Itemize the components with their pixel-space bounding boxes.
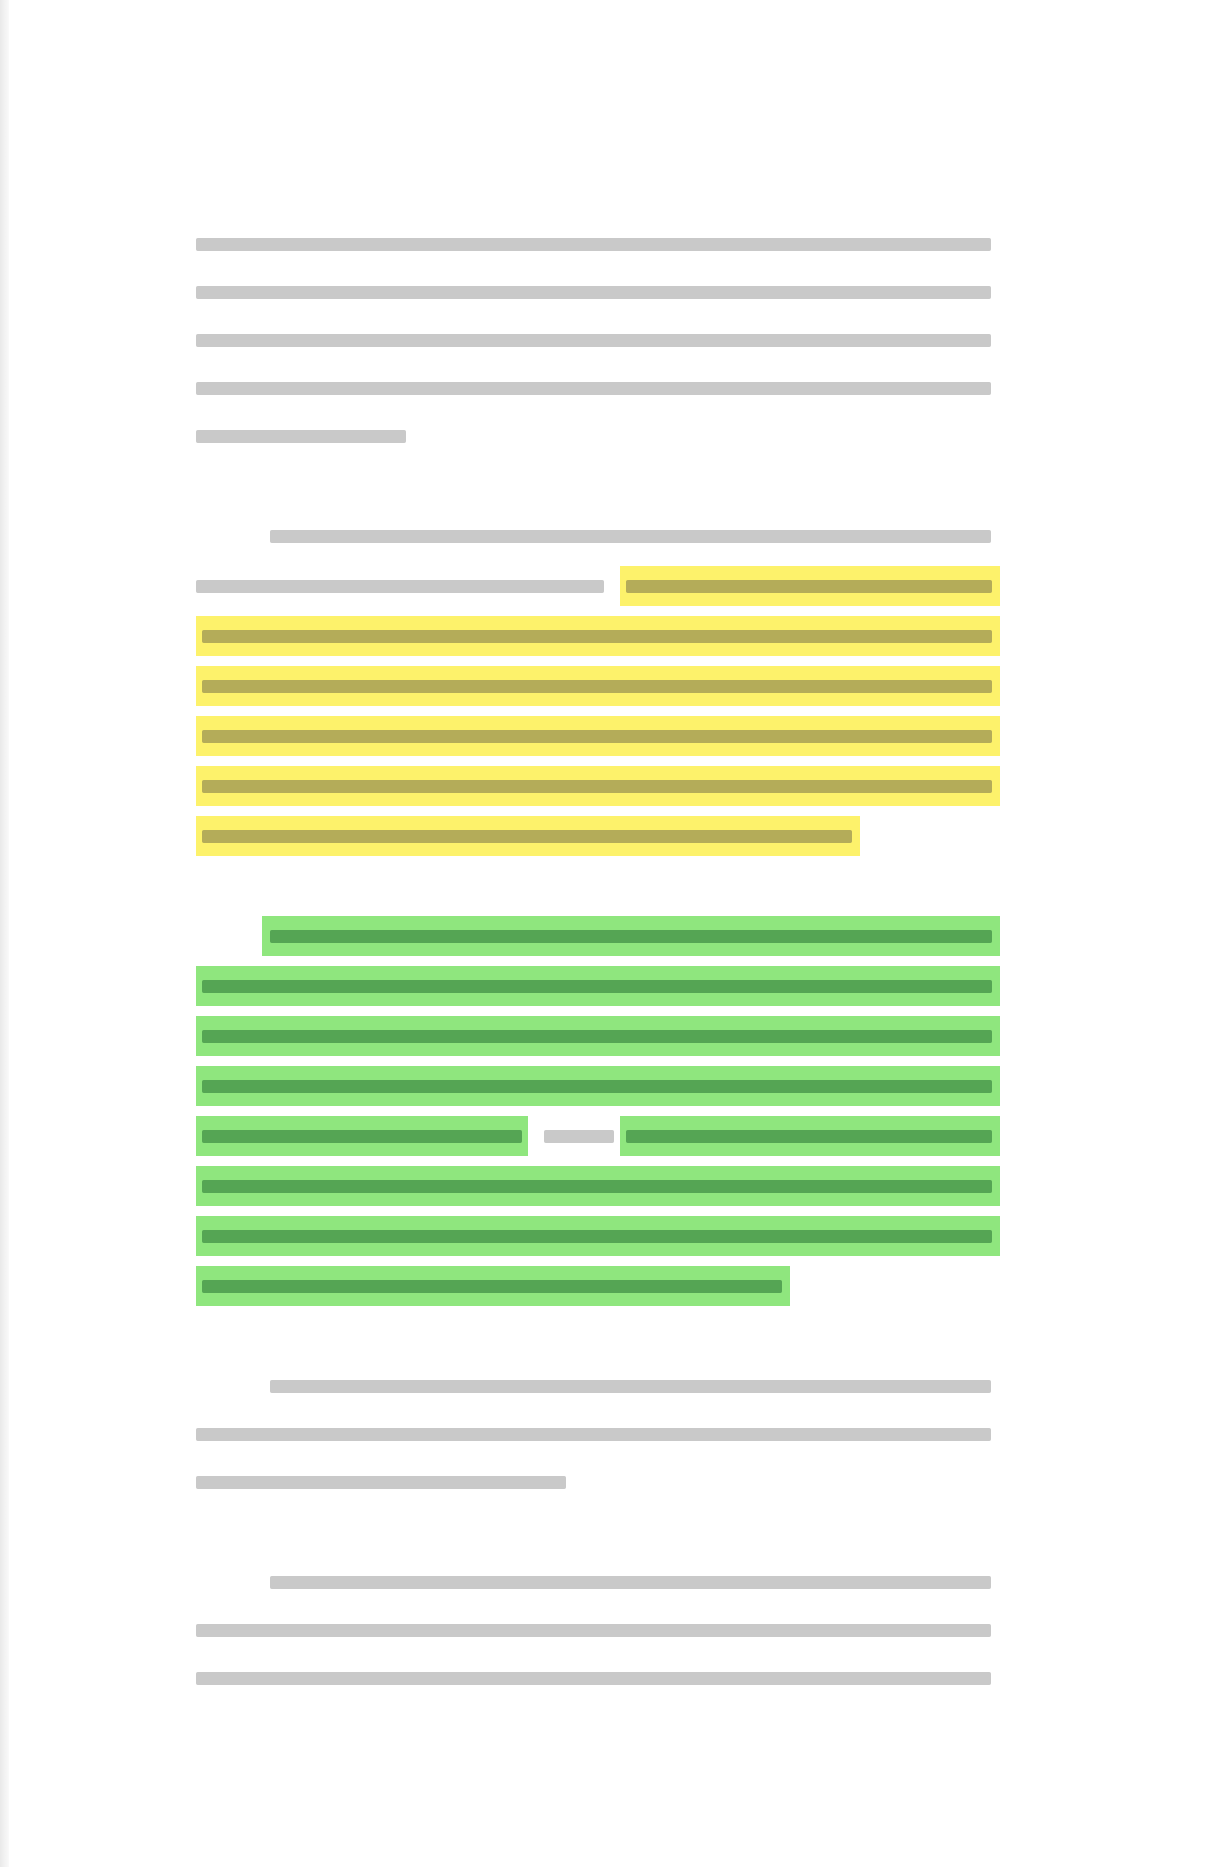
text-line [270, 1576, 991, 1589]
text-line [196, 1428, 991, 1441]
highlight-green [620, 1116, 1000, 1156]
highlight-green [196, 1166, 1000, 1206]
highlight-yellow [196, 816, 860, 856]
highlight-yellow [196, 766, 1000, 806]
highlight-green [196, 1066, 1000, 1106]
highlight-yellow [620, 566, 1000, 606]
text-line [196, 382, 991, 395]
page-number [980, 1724, 989, 1740]
text-line [196, 286, 991, 299]
text-line [270, 1380, 991, 1393]
running-header [520, 84, 990, 104]
text-line [196, 580, 604, 593]
highlight-green [196, 1266, 790, 1306]
text-line [196, 334, 991, 347]
highlight-green [196, 1116, 528, 1156]
highlight-green [196, 1016, 1000, 1056]
text-line [196, 430, 406, 443]
text-line [270, 530, 991, 543]
highlight-green [196, 1216, 1000, 1256]
text-line [196, 1476, 566, 1489]
highlight-yellow [196, 616, 1000, 656]
text-line [196, 238, 991, 251]
text-line [196, 1672, 991, 1685]
highlight-yellow [196, 716, 1000, 756]
text-line [544, 1130, 614, 1143]
highlight-green [262, 916, 1000, 956]
text-line [196, 1624, 991, 1637]
highlight-yellow [196, 666, 1000, 706]
highlight-green [196, 966, 1000, 1006]
